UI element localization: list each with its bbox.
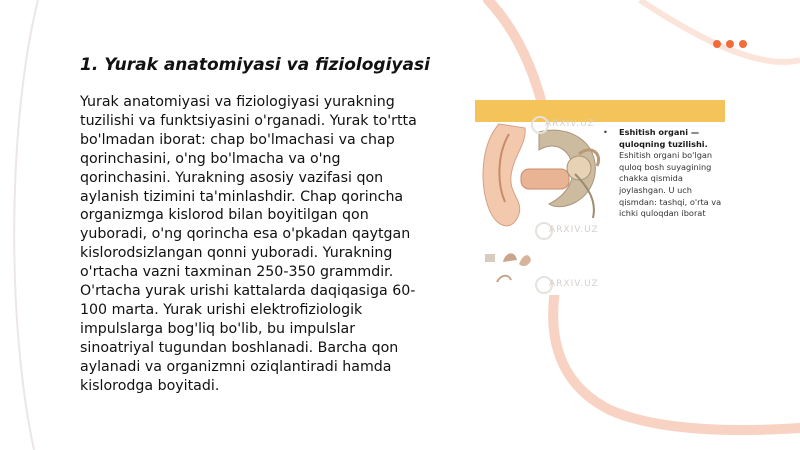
caption-lead: Eshitish organi — quloqning tuzilishi. <box>619 127 708 149</box>
watermark-text: ARXIV.UZ <box>545 119 595 129</box>
three-dots-icon <box>713 40 747 48</box>
watermark-text: ARXIV.UZ <box>549 279 599 289</box>
caption-body: Eshitish organi bo'lgan quloq bosh suyagining chakka qismida joylashgan. U uch qismdan: tashqi, o'rta va ichki quloqdan iborat <box>619 150 722 219</box>
slide-title: 1. Yurak anatomiyasi va fiziologiyasi <box>80 55 430 75</box>
figure-caption <box>603 127 723 220</box>
watermark-text: ARXIV.UZ <box>549 225 599 235</box>
slide-body-text: Yurak anatomiyasi va fiziologiyasi yurakning tuzilishi va funktsiyasini o'rganadi. Yurak to'rtta bo'lmadan iborat: chap bo'lmachasi va chap qorinchasini, o'ng bo'lmacha va o'ng qorinchasini. Yurakning asosiy vazifasi qon aylanish tizimini ta'minlashdir. Chap qorincha organizmga kislorod bilan boyitilgan qon yuboradi, o'ng qorincha esa o'pkadan qaytgan kislorodsizlangan qonni yuboradi. Yurakning o'rtacha vazni taxminan 250-350 grammdir. O'rtacha yurak urishi kattalarda daqiqasiga 60-100 marta. Yurak urishi elektrofiziologik impulslarga bog'liq bo'lib, bu impulslar sinoatriyal tugundan boshlanadi. Barcha qon aylanadi va organizmni oziqlantiradi hamda kislorodga boyitadi. <box>80 94 417 394</box>
ear-anatomy-illustration <box>479 114 609 295</box>
ear-anatomy-figure <box>475 100 725 295</box>
dot-1 <box>713 40 721 48</box>
caption-bullet: • <box>603 127 608 137</box>
dot-2 <box>726 40 734 48</box>
dot-3 <box>739 40 747 48</box>
